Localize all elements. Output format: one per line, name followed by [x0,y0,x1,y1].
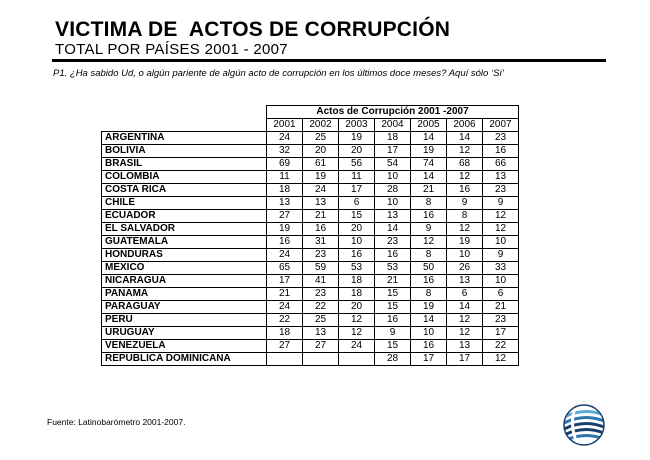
value-cell: 10 [375,171,411,184]
country-name: ECUADOR [102,210,267,223]
year-header: 2007 [483,119,519,132]
value-cell [267,353,303,366]
table-row [102,223,519,236]
value-cell: 9 [375,327,411,340]
value-cell: 13 [447,340,483,353]
value-cell: 12 [411,236,447,249]
value-cell: 16 [411,275,447,288]
value-cell [339,353,375,366]
country-name: PERU [102,314,267,327]
value-cell: 18 [375,132,411,145]
value-cell: 17 [375,145,411,158]
country-name: VENEZUELA [102,340,267,353]
table-year-row [102,119,519,132]
value-cell: 23 [375,236,411,249]
country-name: COLOMBIA [102,171,267,184]
value-cell: 74 [411,158,447,171]
value-cell: 19 [267,223,303,236]
value-cell: 23 [303,288,339,301]
value-cell: 22 [267,314,303,327]
value-cell: 9 [411,223,447,236]
value-cell: 21 [267,288,303,301]
value-cell: 11 [267,171,303,184]
value-cell: 14 [411,314,447,327]
value-cell: 27 [267,210,303,223]
value-cell: 24 [267,132,303,145]
value-cell: 15 [339,210,375,223]
country-name: URUGUAY [102,327,267,340]
value-cell: 11 [339,171,375,184]
value-cell: 6 [447,288,483,301]
value-cell: 13 [303,327,339,340]
table-row [102,171,519,184]
year-header: 2001 [267,119,303,132]
value-cell: 22 [483,340,519,353]
value-cell: 54 [375,158,411,171]
country-name: BOLIVIA [102,145,267,158]
value-cell: 15 [375,288,411,301]
table-group-header-row [102,106,519,119]
value-cell: 12 [483,210,519,223]
value-cell: 17 [339,184,375,197]
value-cell: 20 [339,223,375,236]
latinobarometro-logo-icon [562,403,606,447]
title-divider [52,59,606,62]
year-header: 2003 [339,119,375,132]
value-cell: 17 [411,353,447,366]
table-row [102,327,519,340]
value-cell: 16 [375,249,411,262]
value-cell: 19 [339,132,375,145]
table-row [102,184,519,197]
value-cell: 14 [447,132,483,145]
value-cell: 20 [339,145,375,158]
value-cell: 50 [411,262,447,275]
value-cell: 10 [375,197,411,210]
value-cell: 21 [483,301,519,314]
value-cell: 17 [483,327,519,340]
value-cell: 18 [339,288,375,301]
value-cell: 23 [483,132,519,145]
country-name: NICARAGUA [102,275,267,288]
value-cell: 10 [411,327,447,340]
value-cell: 65 [267,262,303,275]
table-row [102,236,519,249]
country-name: EL SALVADOR [102,223,267,236]
value-cell: 14 [411,132,447,145]
table-row [102,314,519,327]
value-cell: 21 [303,210,339,223]
value-cell: 32 [267,145,303,158]
value-cell: 66 [483,158,519,171]
value-cell: 12 [447,145,483,158]
value-cell: 24 [267,301,303,314]
value-cell: 14 [375,223,411,236]
value-cell: 16 [303,223,339,236]
country-name: REPUBLICA DOMINICANA [102,353,267,366]
value-cell: 24 [303,184,339,197]
value-cell: 25 [303,132,339,145]
table-row [102,340,519,353]
value-cell: 21 [375,275,411,288]
value-cell: 10 [447,249,483,262]
value-cell: 12 [447,327,483,340]
value-cell: 69 [267,158,303,171]
table-row [102,275,519,288]
value-cell: 10 [483,275,519,288]
value-cell: 22 [303,301,339,314]
value-cell [303,353,339,366]
table-row [102,301,519,314]
value-cell: 16 [411,340,447,353]
value-cell: 13 [483,171,519,184]
country-name: MÉXICO [102,262,267,275]
value-cell: 10 [339,236,375,249]
value-cell: 12 [447,171,483,184]
value-cell: 12 [339,327,375,340]
table-row [102,158,519,171]
value-cell: 12 [447,314,483,327]
value-cell: 33 [483,262,519,275]
table-body [102,132,519,366]
value-cell: 13 [375,210,411,223]
header-corner [102,119,267,132]
table-row [102,145,519,158]
country-name: GUATEMALA [102,236,267,249]
value-cell: 56 [339,158,375,171]
value-cell: 53 [375,262,411,275]
country-name: PARAGUAY [102,301,267,314]
value-cell: 13 [267,197,303,210]
page-title: VICTIMA DE ACTOS DE CORRUPCIÓN [55,18,451,41]
value-cell: 10 [483,236,519,249]
value-cell: 17 [267,275,303,288]
value-cell: 16 [267,236,303,249]
value-cell: 19 [411,145,447,158]
value-cell: 68 [447,158,483,171]
value-cell: 6 [483,288,519,301]
value-cell: 12 [339,314,375,327]
value-cell: 28 [375,353,411,366]
value-cell: 19 [447,236,483,249]
table-row [102,132,519,145]
corruption-table [101,105,519,366]
value-cell: 16 [447,184,483,197]
value-cell: 20 [303,145,339,158]
value-cell: 18 [267,184,303,197]
country-name: ARGENTINA [102,132,267,145]
value-cell: 23 [483,314,519,327]
year-header: 2006 [447,119,483,132]
value-cell: 12 [483,223,519,236]
value-cell: 8 [411,197,447,210]
value-cell: 13 [303,197,339,210]
value-cell: 26 [447,262,483,275]
value-cell: 12 [447,223,483,236]
value-cell: 6 [339,197,375,210]
year-header: 2005 [411,119,447,132]
value-cell: 23 [483,184,519,197]
year-header: 2004 [375,119,411,132]
table-group-header: Actos de Corrupción 2001 -2007 [267,106,519,119]
value-cell: 28 [375,184,411,197]
value-cell: 25 [303,314,339,327]
value-cell: 24 [267,249,303,262]
value-cell: 14 [411,171,447,184]
value-cell: 21 [411,184,447,197]
table-row [102,288,519,301]
value-cell: 16 [411,210,447,223]
table-row [102,249,519,262]
value-cell: 8 [411,288,447,301]
value-cell: 27 [267,340,303,353]
value-cell: 16 [483,145,519,158]
country-name: BRASIL [102,158,267,171]
country-name: CHILE [102,197,267,210]
table-row [102,210,519,223]
value-cell: 17 [447,353,483,366]
page-subtitle: TOTAL POR PAÍSES 2001 - 2007 [55,41,288,58]
value-cell: 61 [303,158,339,171]
value-cell: 16 [375,314,411,327]
value-cell: 8 [411,249,447,262]
value-cell: 9 [483,197,519,210]
value-cell: 53 [339,262,375,275]
survey-question: P1. ¿Ha sabido Ud, o algún pariente de algún acto de corrupción en los últimos doce meses? Aquí sólo ‘Sí’ [53,68,505,79]
country-name: COSTA RICA [102,184,267,197]
value-cell: 20 [339,301,375,314]
value-cell: 31 [303,236,339,249]
value-cell: 13 [447,275,483,288]
value-cell: 19 [411,301,447,314]
source-note: Fuente: Latinobarómetro 2001-2007. [47,417,186,427]
table-row [102,262,519,275]
value-cell: 9 [447,197,483,210]
table-row [102,353,519,366]
table-row [102,197,519,210]
value-cell: 15 [375,340,411,353]
value-cell: 14 [447,301,483,314]
value-cell: 15 [375,301,411,314]
value-cell: 41 [303,275,339,288]
header-corner [102,106,267,119]
value-cell: 12 [483,353,519,366]
value-cell: 59 [303,262,339,275]
country-name: PANAMA [102,288,267,301]
value-cell: 24 [339,340,375,353]
value-cell: 16 [339,249,375,262]
value-cell: 27 [303,340,339,353]
value-cell: 23 [303,249,339,262]
year-header: 2002 [303,119,339,132]
value-cell: 19 [303,171,339,184]
value-cell: 9 [483,249,519,262]
value-cell: 18 [339,275,375,288]
country-name: HONDURAS [102,249,267,262]
value-cell: 18 [267,327,303,340]
value-cell: 8 [447,210,483,223]
